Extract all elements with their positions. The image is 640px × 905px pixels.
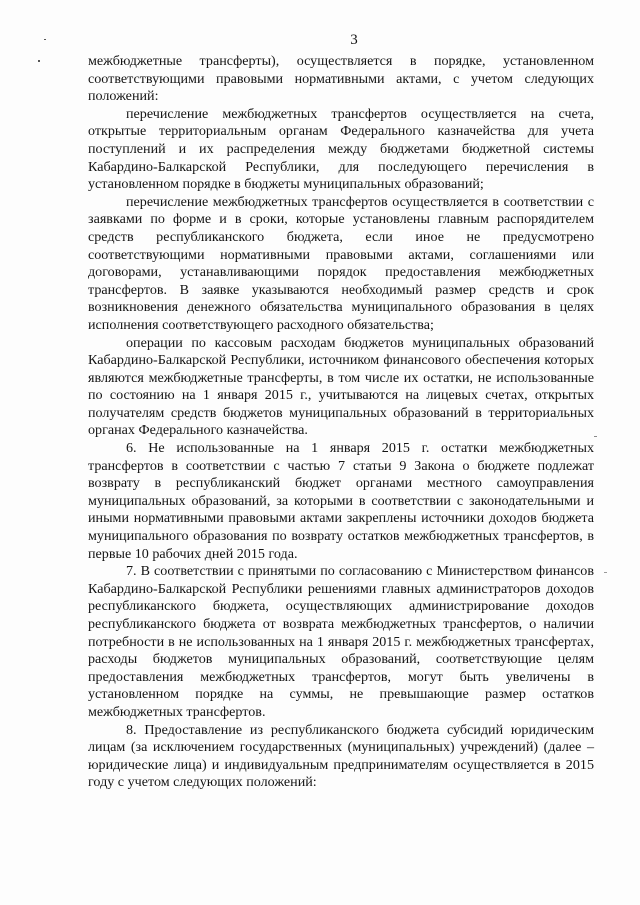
paragraph-transfer-accounts: перечисление межбюджетных трансфертов осуществляется на счета, открытые территориальным органам Федерального казначейства для учета поступлений и их распределения между бюджетами бюджетной системы Кабардино-Балкарской Республики, для последующего перечисления в установленном порядке в бюджеты муниципальных образований;	[88, 105, 594, 193]
paragraph-continuation: межбюджетные трансферты), осуществляется в порядке, установленном соответствующими правовыми нормативными актами, с учетом следующих положений:	[88, 53, 594, 105]
page-number: 3	[350, 32, 358, 48]
body-text	[88, 53, 594, 792]
scan-speck	[38, 60, 40, 62]
paragraph-cash-operations: операции по кассовым расходам бюджетов муниципальных образований Кабардино-Балкарской Республики, источником финансового обеспечения которых являются межбюджетные трансферты, в том числе их остатки, не использованные по состоянию на 1 января 2015 г., учитываются на лицевых счетах, открытых получателям средств бюджетов муниципальных образований в территориальных органах Федерального казначейства.	[88, 334, 594, 439]
scan-speck	[594, 436, 597, 437]
paragraph-item-6: 6. Не использованные на 1 января 2015 г. остатки межбюджетных трансфертов в соответствии с частью 7 статьи 9 Закона о бюджете подлежат возврату в республиканский бюджет органами местного самоуправления муниципальных образований, за которыми в соответствии с законодательными и иными нормативными правовыми актами закреплены источники доходов бюджета муниципального образования по возврату остатков межбюджетных трансфертов, в первые 10 рабочих дней 2015 года.	[88, 440, 594, 562]
scan-speck	[604, 572, 607, 573]
paragraph-transfer-requests: перечисление межбюджетных трансфертов осуществляется в соответствии с заявками по форме и в сроки, которые установлены главным распорядителем средств республиканского бюджета, если иное не предусмотрено соответствующими нормативными правовыми актами, соглашениями или договорами, устанавливающими порядок предоставления межбюджетных трансфертов. В заявке указываются необходимый размер средств и срок возникновения денежного обязательства муниципального образования в целях исполнения соответствующего расходного обязательства;	[88, 193, 594, 333]
paragraph-item-8: 8. Предоставление из республиканского бюджета субсидий юридическим лицам (за исключением государственных (муниципальных) учреждений) (далее – юридические лица) и индивидуальным предпринимателям осуществляется в 2015 году с учетом следующих положений:	[88, 721, 594, 791]
paragraph-item-7: 7. В соответствии с принятыми по согласованию с Министерством финансов Кабардино-Балкарской Республики решениями главных администраторов доходов республиканского бюджета, осуществляющих администрирование доходов республиканского бюджета от возврата межбюджетных трансфертов, о наличии потребности в не использованных на 1 января 2015 г. межбюджетных трансфертах, расходы бюджетов муниципальных образований, соответствующие целям предоставления межбюджетных трансфертов, могут быть увеличены в установленном порядке на суммы, не превышающие размер остатков межбюджетных трансфертов.	[88, 563, 594, 720]
